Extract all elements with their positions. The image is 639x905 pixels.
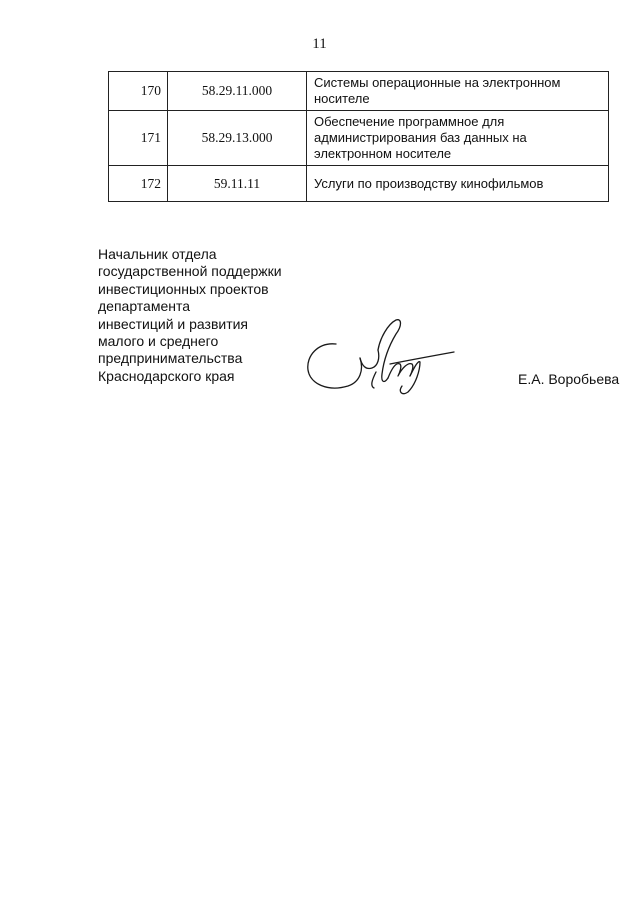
product-name-line: Системы операционные на электронном (314, 75, 561, 90)
signatory-position (98, 246, 282, 385)
position-line: Начальник отдела (98, 246, 217, 262)
product-name-line: администрирования баз данных на (314, 130, 527, 145)
signer-name: Е.А. Воробьева (518, 371, 620, 387)
okpd-code: 58.29.13.000 (168, 111, 307, 166)
table-row (109, 166, 609, 202)
table-row (109, 72, 609, 111)
row-number: 170 (109, 72, 168, 111)
product-name (307, 111, 609, 166)
product-name-line: электронном носителе (314, 146, 452, 161)
position-line: инвестиционных проектов (98, 280, 269, 297)
product-name-line: Обеспечение программное для (314, 114, 505, 129)
okpd-code: 59.11.11 (168, 166, 307, 202)
position-line: малого и среднего (98, 333, 219, 350)
product-name-line: носителе (314, 91, 370, 106)
product-name (307, 72, 609, 111)
product-name (307, 166, 609, 202)
page-number: 11 (312, 36, 327, 52)
row-number: 172 (109, 166, 168, 202)
okpd-code: 58.29.11.000 (168, 72, 307, 111)
table-row (109, 111, 609, 166)
position-line: предпринимательства (98, 350, 243, 367)
position-line: инвестиций и развития (98, 315, 249, 332)
position-line: департамента (98, 298, 191, 315)
position-line: государственной поддержки (98, 263, 282, 280)
okpd-table (108, 71, 609, 202)
product-name-line: Услуги по производству кинофильмов (314, 175, 544, 191)
row-number: 171 (109, 111, 168, 166)
handwritten-signature (298, 312, 458, 396)
position-line: Краснодарского края (98, 367, 235, 384)
